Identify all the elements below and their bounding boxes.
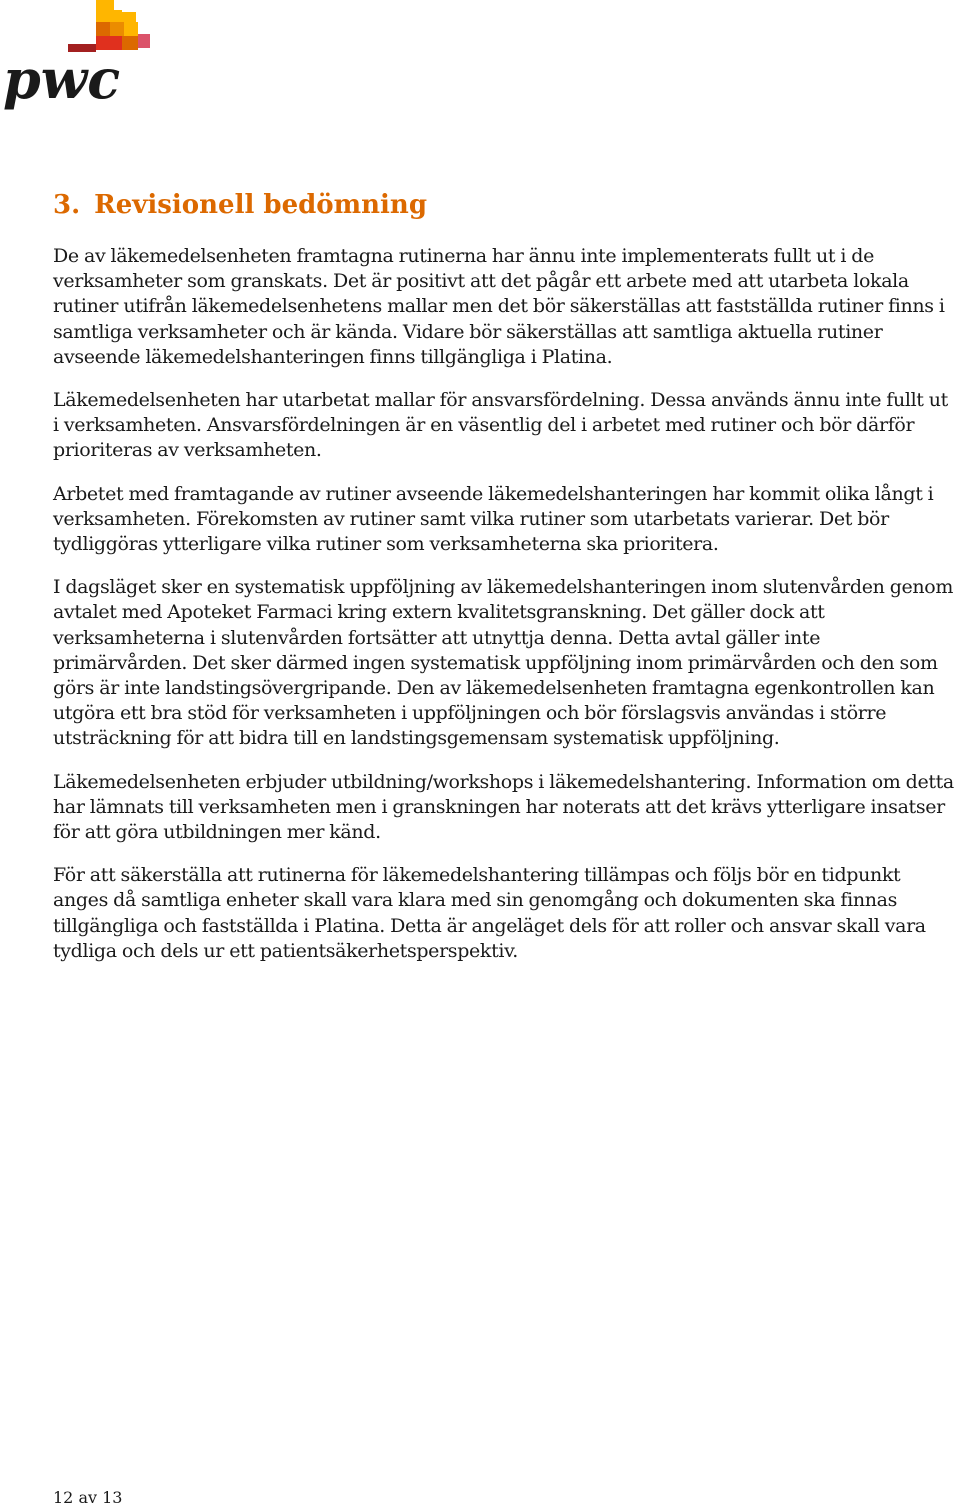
logo-block xyxy=(96,10,122,22)
page-number: 12 av 13 xyxy=(53,1488,123,1507)
paragraph: För att säkerställa att rutinerna för läkemedelshantering tillämpas och följs bör en tidpunkt anges då samtliga enheter skall vara klara med sin genomgång och dokumenten ska finnas tillgängliga och fastställda i Platina. Detta är angeläget dels för att roller och ansvar skall vara tydliga och dels ur ett patientsäkerhetsperspektiv. xyxy=(53,864,926,962)
paragraph: I dagsläget sker en systematisk uppföljning av läkemedelshanteringen inom slutenvården genom avtalet med Apoteket Farmaci kring extern kvalitetsgranskning. Det gäller dock att verksamheterna i slutenvården fortsätter att utnyttja denna. Detta avtal gäller inte primärvården. Det sker därmed ingen systematisk uppföljning inom primärvården och den som görs är inte landstingsövergripande. Den av läkemedelsenheten framtagna egenkontrollen kan utgöra ett bra stöd för verksamheten i uppföljningen och bör förslagsvis användas i större utsträckning för att bidra till en landstingsgemensam systematisk uppföljning. xyxy=(53,576,954,750)
logo-block xyxy=(138,34,150,48)
logo-block xyxy=(96,0,114,10)
paragraph: Läkemedelsenheten erbjuder utbildning/workshops i läkemedelshantering. Information om detta har lämnats till verksamheten men i granskningen har noterats att det krävs ytterligare insatser för att göra utbildningen mer känd. xyxy=(53,770,954,844)
pwc-logo xyxy=(0,0,160,120)
section-number: 3. xyxy=(53,190,81,220)
logo-block xyxy=(122,36,138,50)
paragraph: Arbetet med framtagande av rutiner avseende läkemedelshanteringen har kommit olika långt i verksamheten. Förekomsten av rutiner samt vilka rutiner som utarbetats varierar. Det bör tydliggöras ytterligare vilka rutiner som verksamheterna ska prioritera. xyxy=(53,482,934,556)
section-title: Revisionell bedömning xyxy=(94,190,428,220)
pwc-logo-graphic xyxy=(0,0,160,120)
logo-block xyxy=(110,22,124,36)
logo-block xyxy=(96,22,110,36)
logo-block xyxy=(124,22,138,36)
paragraph: Läkemedelsenheten har utarbetat mallar för ansvarsfördelning. Dessa används ännu inte fullt ut i verksamheten. Ansvarsfördelningen är en väsentlig del i arbetet med rutiner och bör därför prioriteras av verksamheten. xyxy=(53,389,948,462)
section-heading xyxy=(53,190,427,220)
logo-block xyxy=(122,12,136,22)
body-text xyxy=(53,244,957,982)
logo-wordmark: pwc xyxy=(3,47,121,111)
paragraph: De av läkemedelsenheten framtagna rutinerna har ännu inte implementerats fullt ut i de verksamheter som granskats. Det är positivt att det pågår ett arbete med att utarbeta lokala rutiner utifrån läkemedelsenhetens mallar men det bör säkerställas att fastställda rutiner finns i samtliga verksamheter och är kända. Vidare bör säkerställas att samtliga aktuella rutiner avseende läkemedelshanteringen finns tillgängliga i Platina. xyxy=(53,245,945,368)
